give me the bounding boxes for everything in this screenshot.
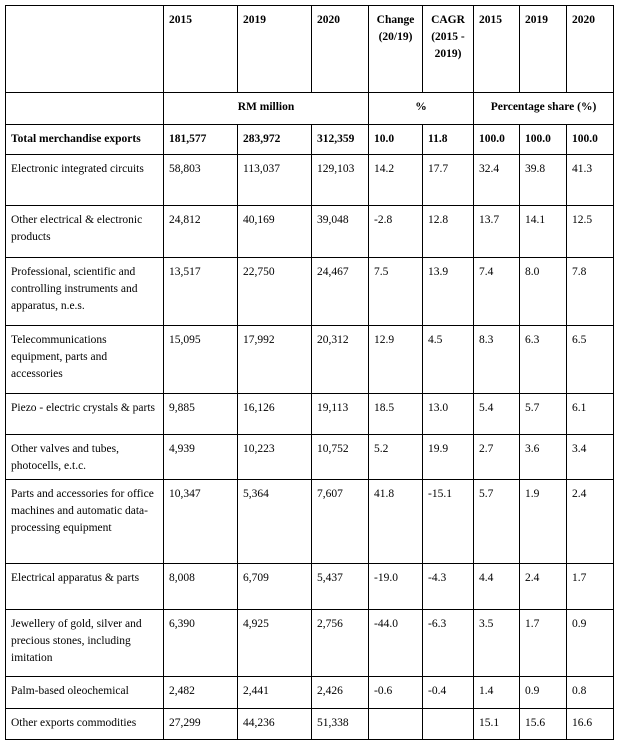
header-cell: Change (20/19) (369, 6, 423, 93)
cell-value: 15.1 (474, 709, 520, 740)
cell-value: 13.7 (474, 206, 520, 258)
cell-value: 44,236 (238, 709, 312, 740)
cell-value: 7.8 (567, 258, 614, 326)
cell-value: 6,709 (238, 564, 312, 610)
cell-value: 0.9 (520, 677, 567, 709)
unit-percentage-share: Percentage share (%) (474, 93, 614, 125)
cell-value: 3.5 (474, 610, 520, 677)
cell-value: 5.2 (369, 435, 423, 480)
cell-value: 4.5 (423, 326, 474, 394)
cell-value: 6.3 (520, 326, 567, 394)
cell-value: -0.6 (369, 677, 423, 709)
cell-value: -6.3 (423, 610, 474, 677)
cell-value: 312,359 (312, 125, 369, 155)
cell-value: 9,885 (164, 394, 238, 435)
cell-value: 100.0 (520, 125, 567, 155)
cell-value: 2.7 (474, 435, 520, 480)
cell-value: -19.0 (369, 564, 423, 610)
row-label: Other exports commodities (6, 709, 164, 740)
cell-value: 39.8 (520, 155, 567, 206)
cell-value: 58,803 (164, 155, 238, 206)
cell-value: 19,113 (312, 394, 369, 435)
header-cell: 2020 (567, 6, 614, 93)
table-row (6, 326, 614, 394)
row-label: Electronic integrated circuits (6, 155, 164, 206)
cell-value: 2,482 (164, 677, 238, 709)
row-label: Palm-based oleochemical (6, 677, 164, 709)
cell-value: 7.4 (474, 258, 520, 326)
cell-value: 14.2 (369, 155, 423, 206)
cell-value: 0.8 (567, 677, 614, 709)
unit-rm-million: RM million (164, 93, 369, 125)
cell-value: 13,517 (164, 258, 238, 326)
cell-value: 1.7 (520, 610, 567, 677)
cell-value: 14.1 (520, 206, 567, 258)
cell-value: 2,756 (312, 610, 369, 677)
table-row (6, 206, 614, 258)
cell-value: 10,752 (312, 435, 369, 480)
cell-value: 5,437 (312, 564, 369, 610)
header-cell: 2019 (238, 6, 312, 93)
cell-value: 10,347 (164, 480, 238, 564)
cell-value: 19.9 (423, 435, 474, 480)
row-label: Parts and accessories for office machines and automatic data-processing equipment (6, 480, 164, 564)
cell-value: 1.4 (474, 677, 520, 709)
cell-value: 10,223 (238, 435, 312, 480)
cell-value: 1.9 (520, 480, 567, 564)
header-row (6, 6, 614, 93)
cell-value: 2.4 (567, 480, 614, 564)
cell-value: 113,037 (238, 155, 312, 206)
cell-value: -2.8 (369, 206, 423, 258)
cell-value: 12.5 (567, 206, 614, 258)
row-label: Telecommunications equipment, parts and accessories (6, 326, 164, 394)
cell-value: 6,390 (164, 610, 238, 677)
cell-value: 3.4 (567, 435, 614, 480)
table-row (6, 610, 614, 677)
row-label: Total merchandise exports (6, 125, 164, 155)
row-label: Electrical apparatus & parts (6, 564, 164, 610)
header-cell: CAGR (2015 - 2019) (423, 6, 474, 93)
cell-value: -15.1 (423, 480, 474, 564)
cell-value: -4.3 (423, 564, 474, 610)
header-cell: 2015 (474, 6, 520, 93)
cell-value: 27,299 (164, 709, 238, 740)
cell-value: 283,972 (238, 125, 312, 155)
cell-value: 11.8 (423, 125, 474, 155)
cell-value (423, 709, 474, 740)
cell-value: 13.9 (423, 258, 474, 326)
cell-value: 40,169 (238, 206, 312, 258)
table-row (6, 677, 614, 709)
cell-value: 7,607 (312, 480, 369, 564)
cell-value: 100.0 (474, 125, 520, 155)
cell-value: 24,467 (312, 258, 369, 326)
cell-value: 7.5 (369, 258, 423, 326)
header-cell: 2019 (520, 6, 567, 93)
cell-value: 15,095 (164, 326, 238, 394)
header-empty-cell (6, 6, 164, 93)
cell-value: 12.8 (423, 206, 474, 258)
cell-value: 10.0 (369, 125, 423, 155)
cell-value: 5.7 (520, 394, 567, 435)
cell-value: 18.5 (369, 394, 423, 435)
cell-value: 17,992 (238, 326, 312, 394)
table-row (6, 435, 614, 480)
cell-value: 6.1 (567, 394, 614, 435)
cell-value: 129,103 (312, 155, 369, 206)
table-row (6, 480, 614, 564)
unit-row (6, 93, 614, 125)
cell-value: 17.7 (423, 155, 474, 206)
cell-value: 5,364 (238, 480, 312, 564)
cell-value: 8,008 (164, 564, 238, 610)
cell-value: -44.0 (369, 610, 423, 677)
unit-percent: % (369, 93, 474, 125)
header-cell: 2020 (312, 6, 369, 93)
table-row (6, 394, 614, 435)
cell-value: 39,048 (312, 206, 369, 258)
header-cell: 2015 (164, 6, 238, 93)
cell-value: 4,925 (238, 610, 312, 677)
cell-value (369, 709, 423, 740)
cell-value: 16,126 (238, 394, 312, 435)
cell-value: 181,577 (164, 125, 238, 155)
cell-value: 51,338 (312, 709, 369, 740)
cell-value: 5.7 (474, 480, 520, 564)
cell-value: 8.0 (520, 258, 567, 326)
cell-value: 16.6 (567, 709, 614, 740)
cell-value: 2.4 (520, 564, 567, 610)
cell-value: 2,426 (312, 677, 369, 709)
cell-value: 3.6 (520, 435, 567, 480)
cell-value: 41.8 (369, 480, 423, 564)
cell-value: 22,750 (238, 258, 312, 326)
cell-value: 6.5 (567, 326, 614, 394)
cell-value: 5.4 (474, 394, 520, 435)
cell-value: 12.9 (369, 326, 423, 394)
row-label: Other valves and tubes, photocells, e.t.c. (6, 435, 164, 480)
cell-value: 100.0 (567, 125, 614, 155)
table-row (6, 564, 614, 610)
cell-value: 2,441 (238, 677, 312, 709)
cell-value: 4,939 (164, 435, 238, 480)
cell-value: 0.9 (567, 610, 614, 677)
cell-value: -0.4 (423, 677, 474, 709)
cell-value: 13.0 (423, 394, 474, 435)
cell-value: 4.4 (474, 564, 520, 610)
cell-value: 41.3 (567, 155, 614, 206)
cell-value: 24,812 (164, 206, 238, 258)
unit-empty-cell (6, 93, 164, 125)
cell-value: 1.7 (567, 564, 614, 610)
row-label: Other electrical & electronic products (6, 206, 164, 258)
row-label: Piezo - electric crystals & parts (6, 394, 164, 435)
row-label: Professional, scientific and controlling instruments and apparatus, n.e.s. (6, 258, 164, 326)
table-row (6, 155, 614, 206)
cell-value: 32.4 (474, 155, 520, 206)
table-row (6, 258, 614, 326)
total-row (6, 125, 614, 155)
row-label: Jewellery of gold, silver and precious stones, including imitation (6, 610, 164, 677)
exports-table (5, 5, 614, 740)
table-row (6, 709, 614, 740)
cell-value: 15.6 (520, 709, 567, 740)
cell-value: 8.3 (474, 326, 520, 394)
cell-value: 20,312 (312, 326, 369, 394)
